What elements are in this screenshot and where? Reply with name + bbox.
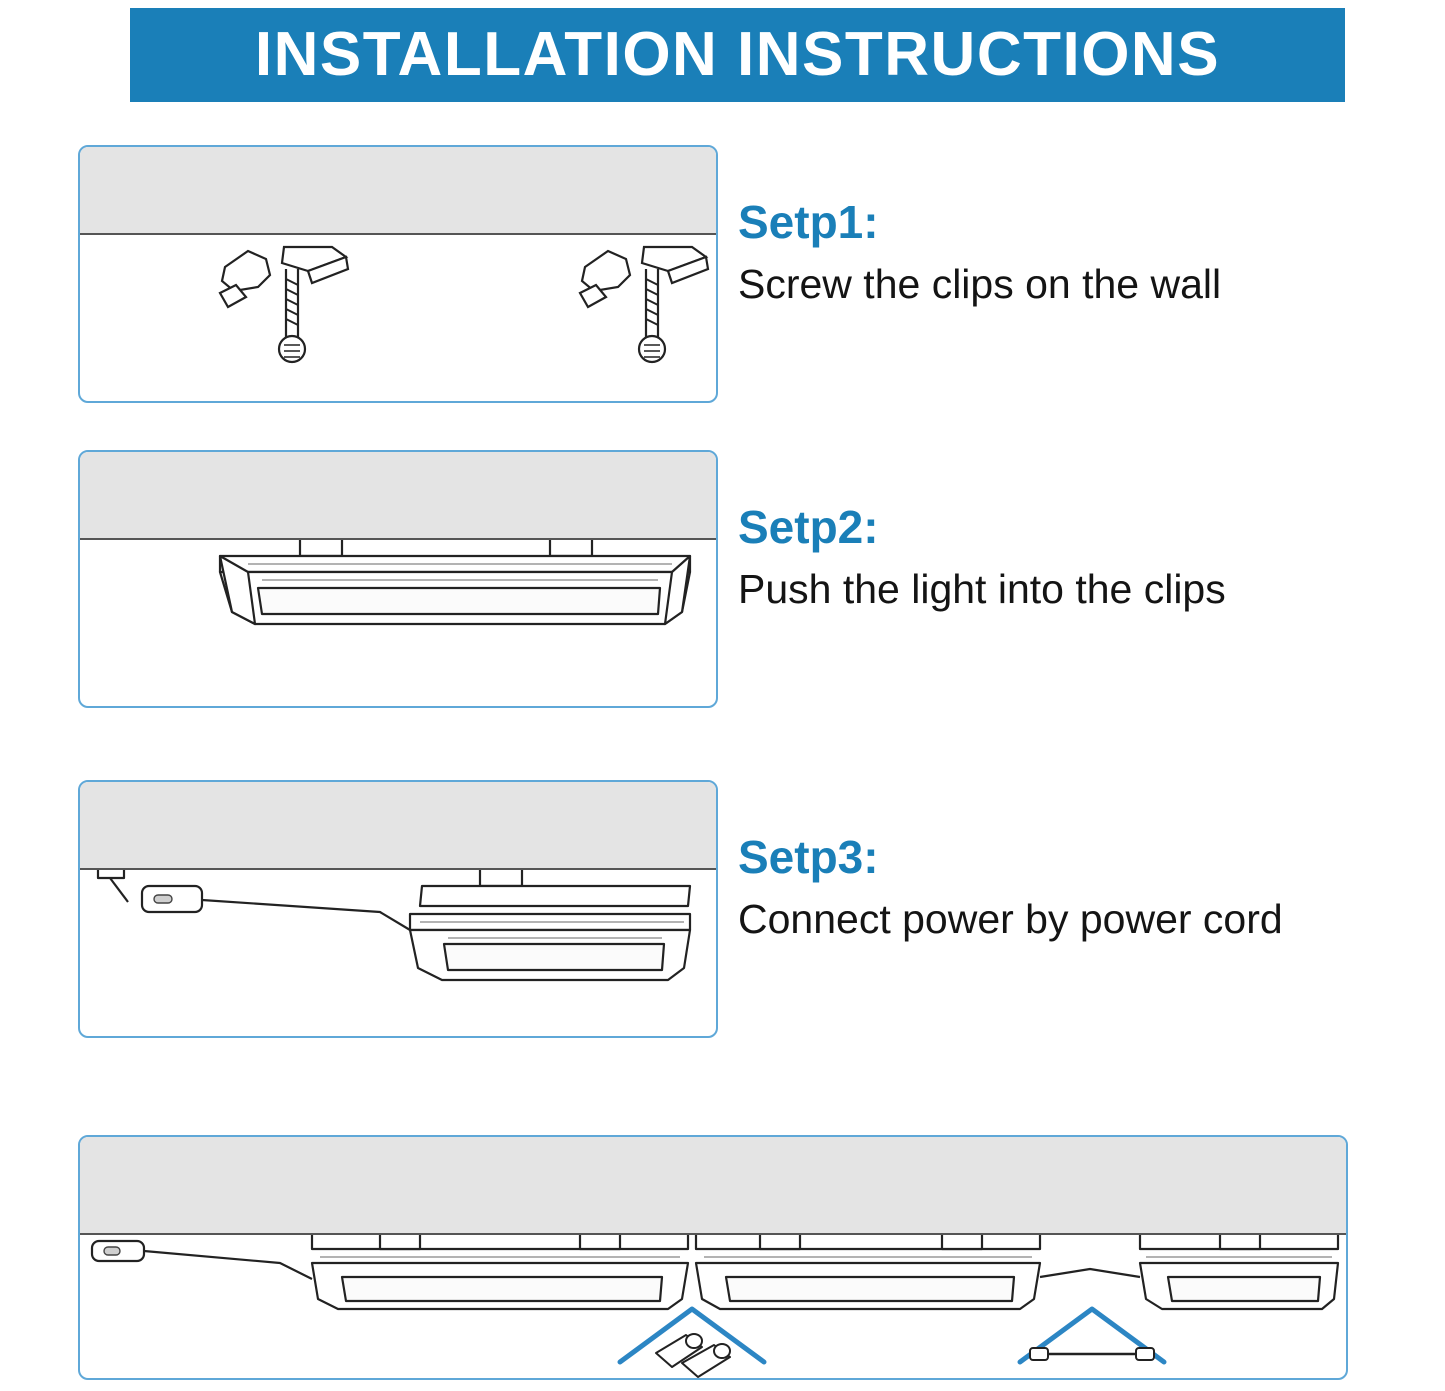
- shelf-surface: [80, 782, 716, 870]
- step-1-label: Setp1:: [738, 196, 879, 248]
- page-title: INSTALLATION INSTRUCTIONS: [254, 20, 1221, 89]
- step-row-3: [0, 780, 1445, 1045]
- step-3-illustration-panel: [78, 780, 718, 1038]
- step-1-text: [738, 197, 1428, 309]
- step-1-description: Screw the clips on the wall: [738, 260, 1222, 307]
- step-row-2: [0, 450, 1445, 715]
- step-2-illustration-panel: [78, 450, 718, 708]
- shelf-surface: [80, 452, 716, 540]
- link-cable-icon: [1030, 1348, 1154, 1360]
- step-3-description: Connect power by power cord: [738, 895, 1283, 942]
- step-2-text: [738, 502, 1428, 614]
- header-banner: [130, 8, 1345, 102]
- step-1-illustration-panel: [78, 145, 718, 403]
- shelf-surface: [80, 147, 716, 235]
- shelf-surface: [80, 1137, 1346, 1235]
- step-2-description: Push the light into the clips: [738, 565, 1226, 612]
- step-3-label: Setp3:: [738, 831, 879, 883]
- connector-pins-icon: [656, 1334, 730, 1377]
- step-3-text: [738, 832, 1428, 944]
- step-2-label: Setp2:: [738, 501, 879, 553]
- final-assembly-panel: [78, 1135, 1348, 1380]
- step-row-1: [0, 145, 1445, 410]
